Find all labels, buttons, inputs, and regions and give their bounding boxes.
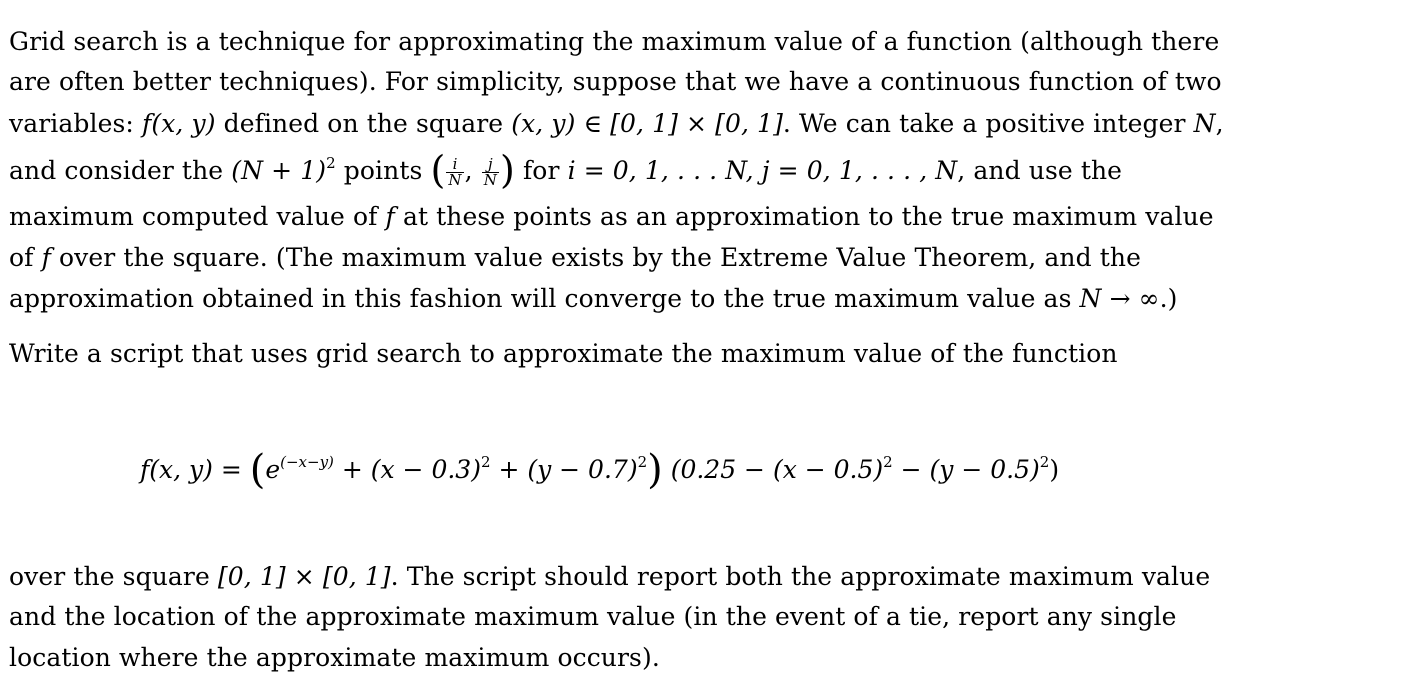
paragraph1-line3 bbox=[9, 108, 1224, 140]
text: .) bbox=[1159, 284, 1178, 313]
function-formula bbox=[140, 447, 1060, 493]
square: 2 bbox=[480, 453, 491, 471]
text: variables: bbox=[9, 109, 142, 138]
fraction-i-over-N bbox=[446, 157, 463, 188]
text: over the square. (The maximum value exists by the Extreme Value Theorem, and the bbox=[58, 243, 1141, 272]
text: points bbox=[335, 156, 431, 185]
big-left-paren: ( bbox=[249, 447, 266, 493]
formula-term5: − (y − 0.5) bbox=[892, 455, 1040, 484]
math-square-set: (x, y) ∈ [0, 1] × [0, 1] bbox=[511, 109, 783, 138]
paragraph1-line7 bbox=[9, 283, 1178, 315]
text: for bbox=[514, 156, 568, 185]
text: and consider the bbox=[9, 156, 232, 185]
left-paren: ( bbox=[430, 148, 446, 192]
numerator: i bbox=[446, 157, 463, 173]
formula-term3: + (y − 0.7) bbox=[490, 455, 638, 484]
math-limit: N → ∞ bbox=[1079, 284, 1160, 313]
paragraph3-line3: location where the approximate maximum occurs). bbox=[9, 643, 660, 672]
math-square-set: [0, 1] × [0, 1] bbox=[217, 562, 391, 591]
formula-e: e bbox=[265, 455, 281, 484]
text: . The script should report both the approximate maximum value bbox=[390, 562, 1211, 591]
comma: , bbox=[464, 156, 481, 185]
text: , bbox=[1215, 109, 1224, 138]
text: defined on the square bbox=[215, 109, 512, 138]
formula-term2: + (x − 0.3) bbox=[333, 455, 481, 484]
formula-lhs: f(x, y) = bbox=[140, 455, 250, 484]
paragraph1-line2: are often better techniques). For simplicity, suppose that we have a continuous function of two bbox=[9, 67, 1222, 96]
denominator: N bbox=[483, 171, 497, 189]
numerator: j bbox=[482, 157, 499, 173]
denominator: N bbox=[448, 171, 462, 189]
paragraph1-line4 bbox=[9, 148, 1123, 192]
paragraph1-line1: Grid search is a technique for approximating the maximum value of a function (although there bbox=[9, 27, 1220, 56]
paragraph1-line5 bbox=[9, 201, 1214, 233]
text: . We can take a positive integer bbox=[782, 109, 1194, 138]
right-paren: ) bbox=[499, 148, 515, 192]
text: , and use the bbox=[957, 156, 1123, 185]
fraction-j-over-N bbox=[482, 157, 499, 188]
math-fxy: f(x, y) bbox=[141, 109, 216, 138]
paragraph3-line2: and the location of the approximate maximum value (in the event of a tie, report any single bbox=[9, 602, 1177, 631]
paragraph1-line6 bbox=[9, 242, 1141, 274]
formula-close: ) bbox=[1049, 455, 1060, 484]
square: 2 bbox=[1039, 453, 1050, 471]
text: maximum computed value of bbox=[9, 202, 378, 231]
big-right-paren: ) bbox=[647, 447, 663, 493]
math-f: f bbox=[385, 202, 395, 231]
text: of bbox=[9, 243, 34, 272]
square: 2 bbox=[637, 453, 648, 471]
square: 2 bbox=[883, 453, 893, 471]
formula-exponent: (−x−y) bbox=[280, 453, 334, 471]
math-f: f bbox=[41, 243, 51, 272]
text: approximation obtained in this fashion will converge to the true maximum value as bbox=[9, 284, 1080, 313]
paragraph3-line1 bbox=[9, 561, 1210, 593]
exponent: 2 bbox=[326, 154, 336, 172]
text: at these points as an approximation to the true maximum value bbox=[402, 202, 1214, 231]
paragraph2-line1: Write a script that uses grid search to approximate the maximum value of the function bbox=[9, 339, 1118, 368]
math-points-count: (N + 1) bbox=[231, 156, 327, 185]
text: over the square bbox=[9, 562, 218, 591]
math-N: N bbox=[1193, 109, 1216, 138]
math-index-range: i = 0, 1, . . . N, j = 0, 1, . . . , N bbox=[567, 156, 958, 185]
formula-term4: (0.25 − (x − 0.5) bbox=[670, 455, 884, 484]
